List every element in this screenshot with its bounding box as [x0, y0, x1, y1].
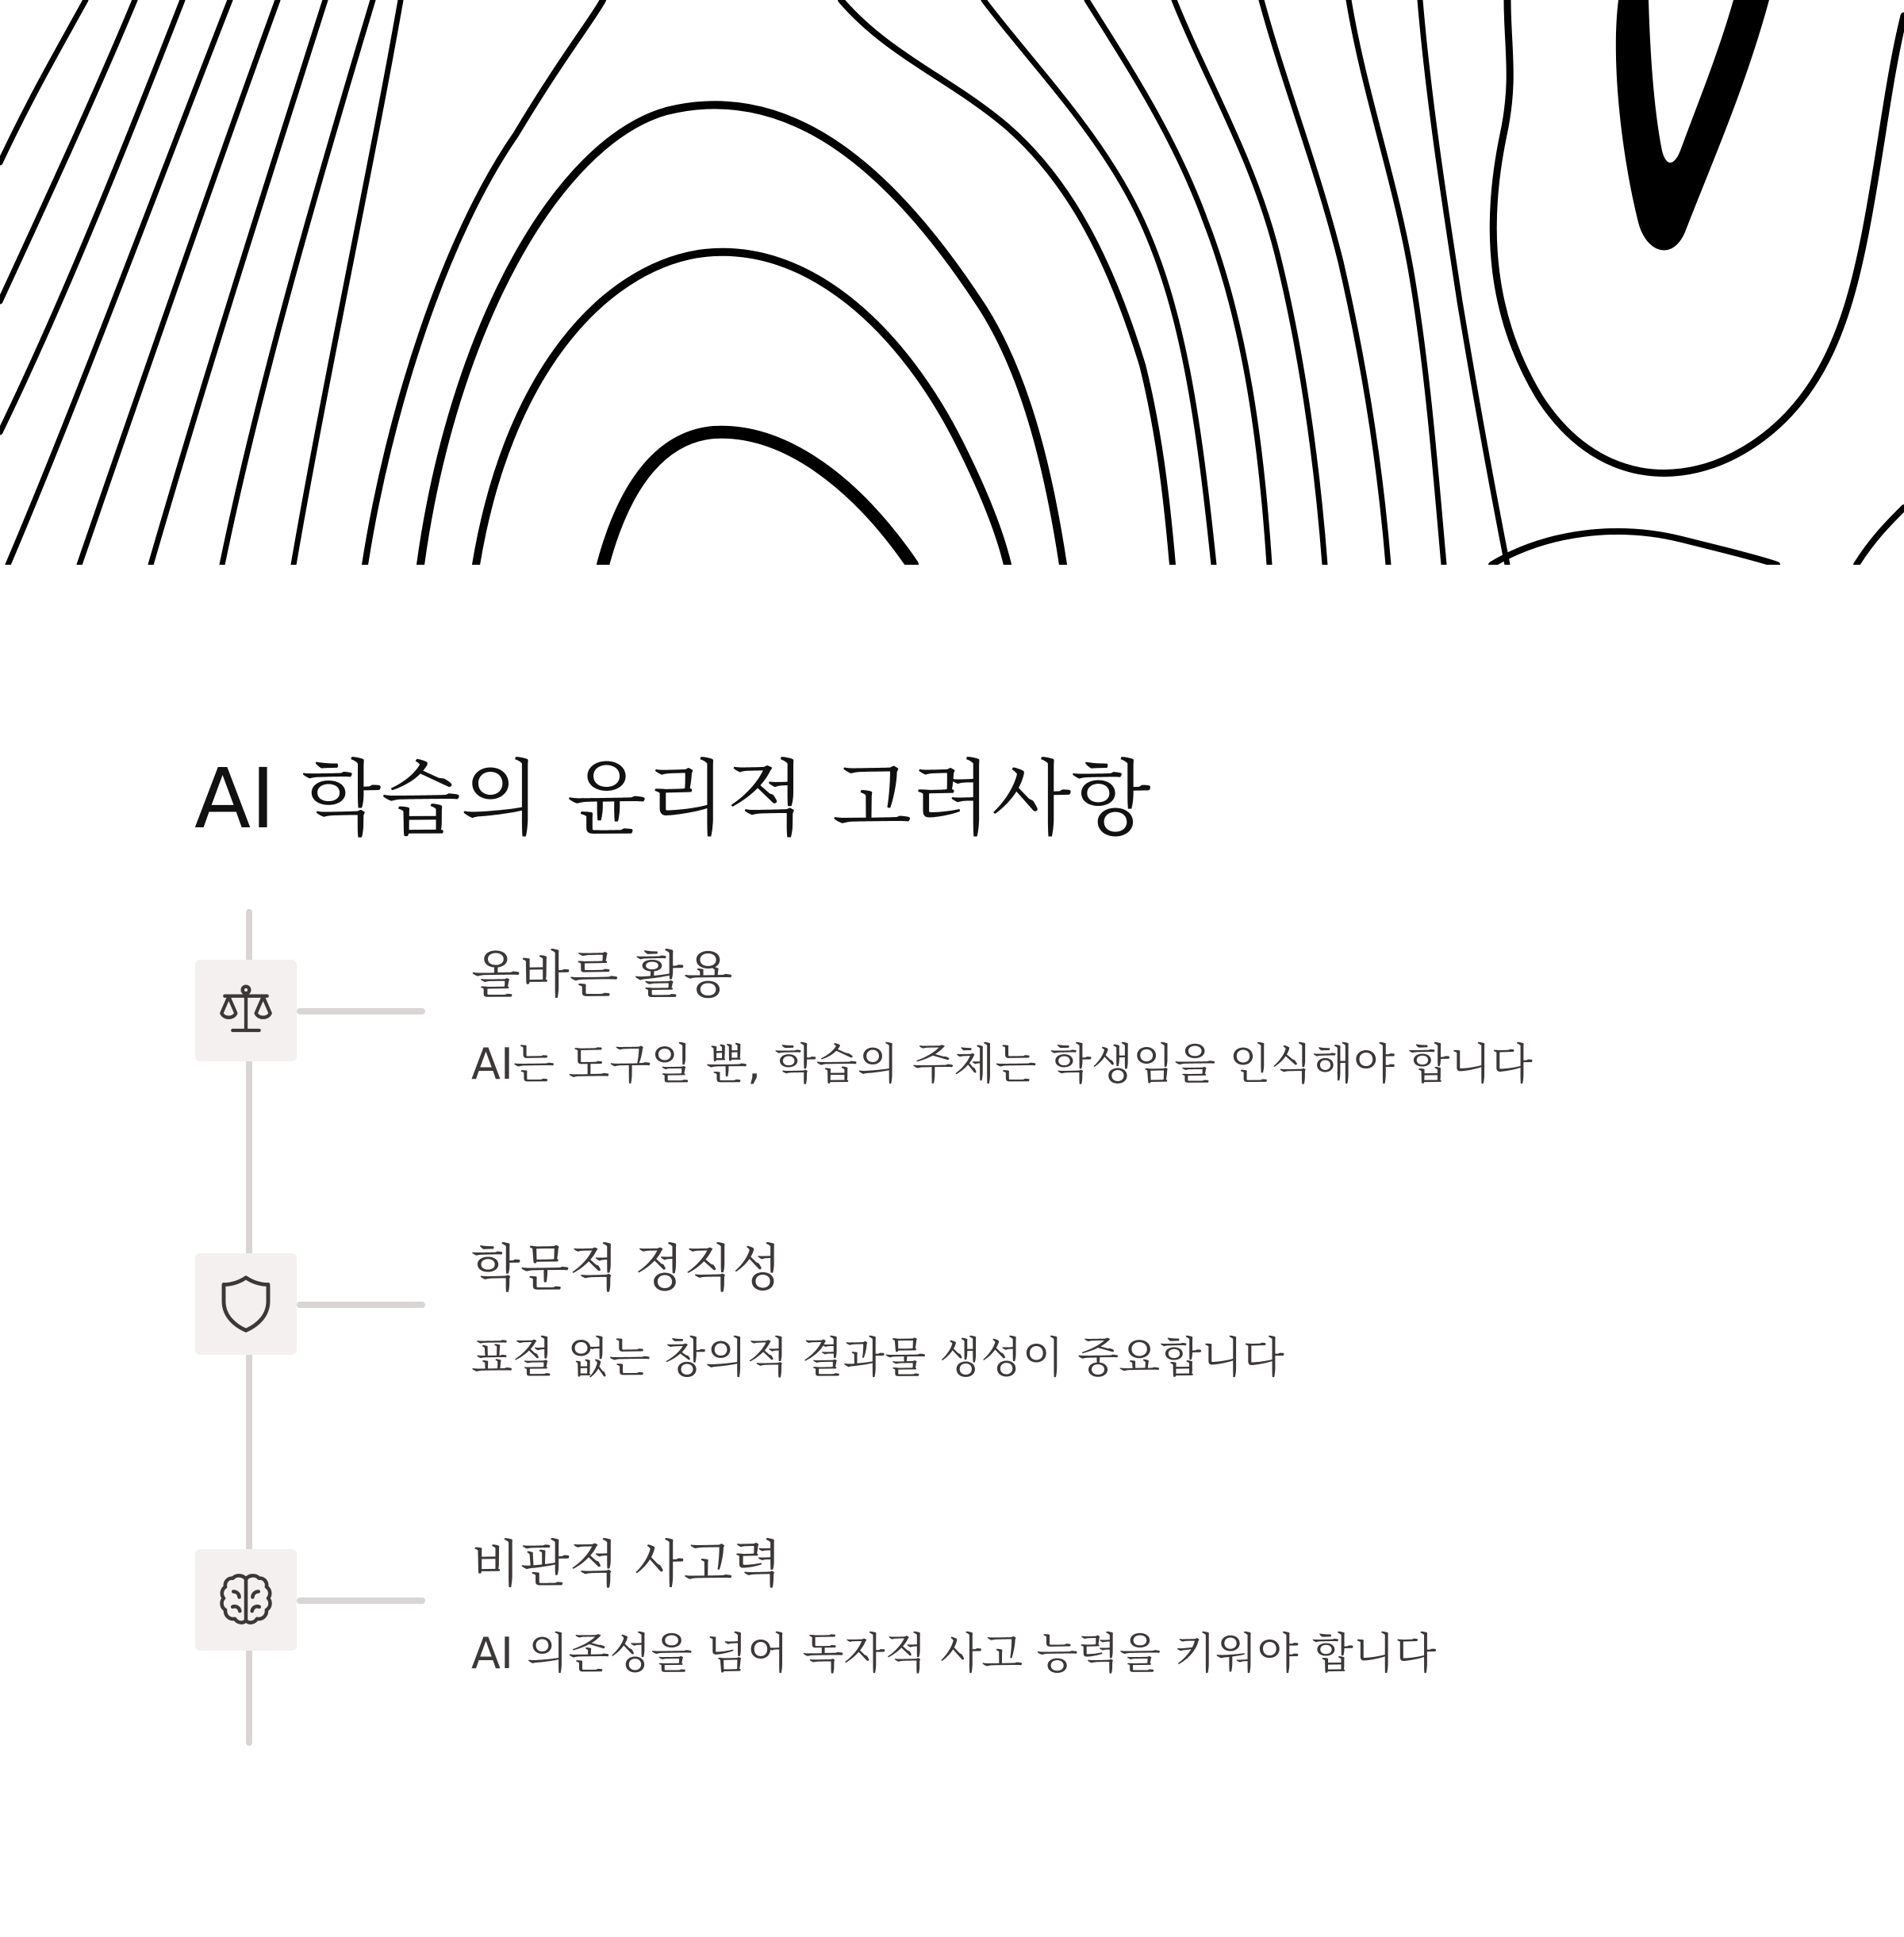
- timeline-connector: [297, 1008, 425, 1015]
- scale-icon-box: [195, 960, 297, 1061]
- item-title: 비판적 사고력: [471, 1536, 782, 1594]
- brain-icon-box: [195, 1549, 297, 1651]
- item-description: AI 의존성을 넘어 독자적 사고 능력을 키워야 합니다: [471, 1628, 1437, 1678]
- timeline-connector: [297, 1598, 425, 1604]
- list-item: [0, 946, 1904, 1118]
- shield-icon: [213, 1271, 279, 1337]
- item-title: 학문적 정직성: [471, 1240, 782, 1298]
- scale-icon: [214, 979, 278, 1042]
- list-item: [0, 1240, 1904, 1412]
- hero-contour-illustration: [0, 0, 1904, 565]
- shield-icon-box: [195, 1253, 297, 1355]
- item-description: AI는 도구일 뿐, 학습의 주체는 학생임을 인식해야 합니다: [471, 1039, 1533, 1089]
- brain-icon: [213, 1567, 279, 1633]
- page-title: AI 학습의 윤리적 고려사항: [194, 750, 1151, 847]
- item-title: 올바른 활용: [471, 946, 733, 1005]
- timeline-connector: [297, 1302, 425, 1308]
- item-description: 표절 없는 창의적 결과물 생성이 중요합니다: [471, 1333, 1284, 1383]
- list-item: [0, 1536, 1904, 1708]
